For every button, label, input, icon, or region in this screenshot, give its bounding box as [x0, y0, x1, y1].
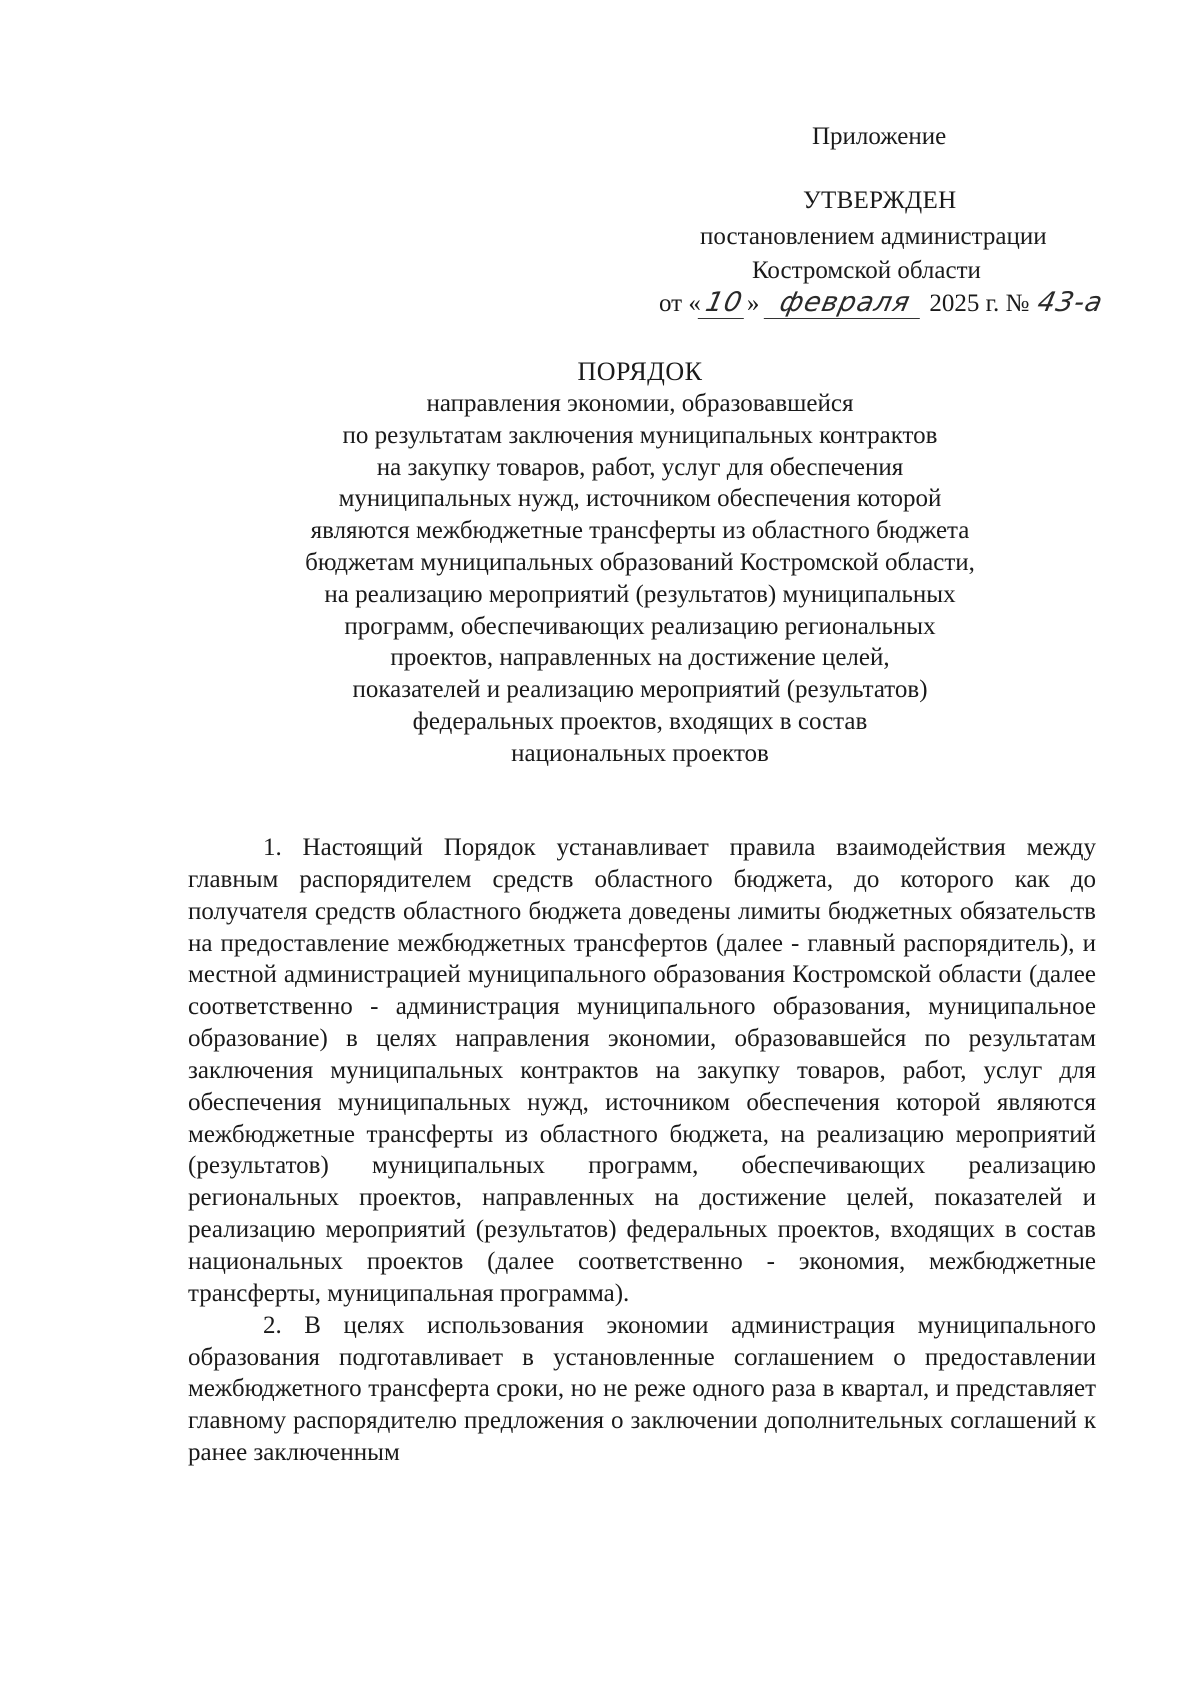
- subtitle-line: на закупку товаров, работ, услуг для обеспечения: [376, 453, 904, 481]
- subtitle-line: показателей и реализацию мероприятий (результатов): [352, 676, 928, 704]
- handwritten-month: февраля: [764, 288, 927, 319]
- document-subtitle: [200, 388, 1080, 770]
- date-quote-close: »: [746, 290, 760, 317]
- handwritten-decree-number: 43-а: [1035, 287, 1107, 318]
- date-prefix: от «: [659, 290, 701, 317]
- subtitle-line: по результатам заключения муниципальных контрактов: [342, 421, 938, 449]
- region-name: Костромской области: [752, 257, 981, 284]
- appendix-label: Приложение: [812, 123, 947, 150]
- document-body: [188, 832, 1096, 1469]
- paragraph-2: 2. В целях использования экономии администрация муниципального образования подготавливает в установленные соглашением о предоставлении межбюджетного трансферта сроки, но не реже одного раза в квартал, и представляет главному распорядителю предложения о заключении дополнительных соглашений к ранее заключенным: [188, 1311, 1096, 1467]
- document-title: ПОРЯДОК: [577, 357, 703, 386]
- decree-date-line: [659, 288, 1131, 319]
- subtitle-line: являются межбюджетные трансферты из областного бюджета: [310, 517, 970, 545]
- subtitle-line: национальных проектов: [511, 739, 769, 767]
- approved-stamp-heading: УТВЕРЖДЕН: [803, 187, 957, 214]
- subtitle-line: федеральных проектов, входящих в состав: [412, 707, 868, 735]
- document-title-block: [200, 356, 1080, 770]
- paragraph-1: 1. Настоящий Порядок устанавливает правила взаимодействия между главным распорядителем средств областного бюджета, до которого как до получателя средств областного бюджета доведены лимиты бюджетных обязательств на предоставление межбюджетных трансфертов (далее - главный распорядитель), и местной администрацией муниципального образования Костромской области (далее соответственно - администрация муниципального образования, муниципальное образование) в целях направления экономии, образовавшейся по результатам заключения муниципальных контрактов на закупку товаров, работ, услуг для обеспечения муниципальных нужд, источником обеспечения которой являются межбюджетные трансферты из областного бюджета, на реализацию мероприятий (результатов) муниципальных программ, обеспечивающих реализацию региональных проектов, направленных на достижение целей, показателей и реализацию мероприятий (результатов) федеральных проектов, входящих в состав национальных проектов (далее соответственно - экономия, межбюджетные трансферты, муниципальная программа).: [188, 834, 1096, 1307]
- approved-by-text: постановлением администрации: [700, 223, 1047, 250]
- subtitle-line: программ, обеспечивающих реализацию региональных: [344, 612, 936, 640]
- approval-block: [0, 0, 1200, 340]
- subtitle-line: проектов, направленных на достижение целей,: [390, 644, 890, 672]
- subtitle-line: муниципальных нужд, источником обеспечения которой: [338, 485, 942, 513]
- date-year-number-label: 2025 г. №: [929, 290, 1030, 317]
- handwritten-day: 10: [698, 288, 751, 319]
- subtitle-line: бюджетам муниципальных образований Костромской области,: [305, 548, 975, 576]
- subtitle-line: направления экономии, образовавшейся: [426, 390, 854, 417]
- subtitle-line: на реализацию мероприятий (результатов) муниципальных: [324, 580, 956, 608]
